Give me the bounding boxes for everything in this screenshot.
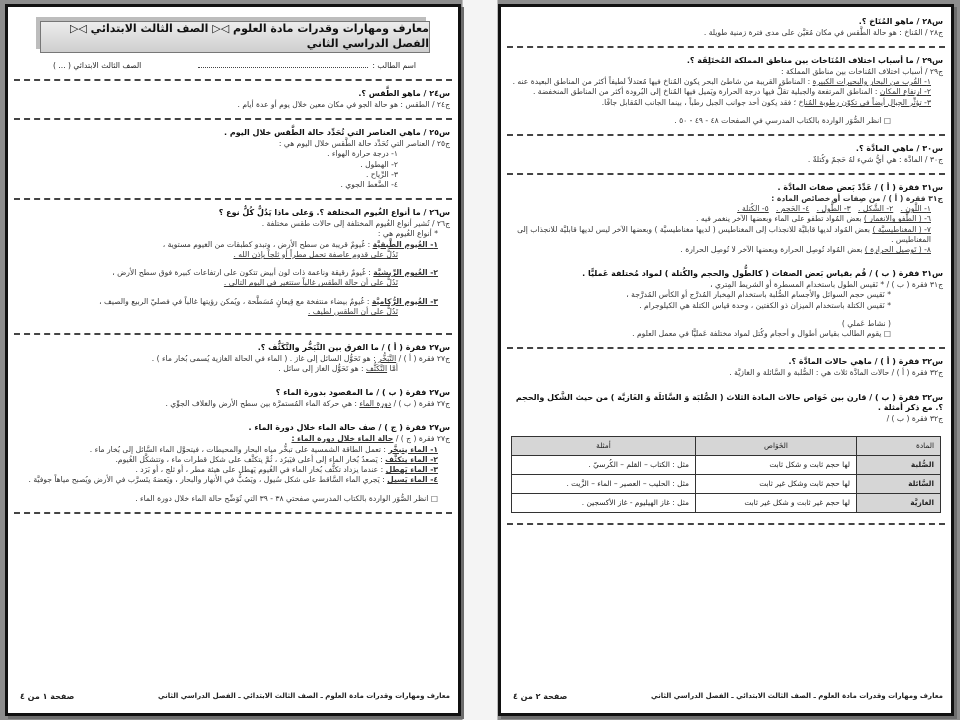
properties-cell: لها حجم غير ثابت و شكل غير ثابت <box>695 494 856 513</box>
question-text: س٣٠ / ماهي المادَّة ؟. <box>855 144 943 154</box>
question-text: س٢٧ فقرة ( ب ) / ما المقصود بدورة الماء ؟ <box>275 388 450 398</box>
question-31b <box>501 269 951 339</box>
activity-note: □ يقوم الطالب بقياس أطوال و أحجام وكُتل لمواد مختلفة عَمليًّا في معمل العلوم . <box>509 329 943 339</box>
question-text: س٢٦ / ما أنواع الغُيوم المختلفة ؟. وَعلى ماذا يَدُلُّ كُلُّ نوع ؟ <box>218 208 450 218</box>
climate-reason: ٢- ارتفاع المكان : المناطق المرتفعة والجبلية تقلُّ فيها درجة الحرارة ويَميل فيها المُناخ إلى البُرودة أكثر من المناطق المنخفضة . <box>532 87 931 97</box>
question-27c <box>8 423 458 503</box>
worksheet-banner <box>40 21 430 53</box>
textbook-note: □ انظر الصُّوَر الواردة بالكتاب المدرسي في الصفحات ٤٨ - ٤٩ - ٥٠ . <box>509 116 943 126</box>
answer-text: ج٢٧ فقرة ( ج ) / حالة الماء خلال دورة الماء : <box>291 434 450 444</box>
answer-text: ج٢٩ / أسباب اختلاف المُناخات بين مناطق المملكة : <box>780 66 943 76</box>
examples-cell: مثل : الكتاب – القلم – الكُرسيّ . <box>512 456 696 475</box>
table-header-row <box>512 437 941 456</box>
table-row <box>512 456 941 475</box>
answer-item: * نَقيس حجم السوائل والأجسام الصُّلبة باستخدام المِخبار المُدرَّج أو الكأس المُدرَّجة ، <box>626 290 891 300</box>
water-state-item: ٤- الماء يَسيل : يَجري الماء السَّاقط على شكل سُيول ، ويَصُبُّ في الأنهار والبحار ، ويَعضهُ يتَسرَّب في الأرض ويُصبح مياهاً جوفيَّة . <box>28 475 438 485</box>
cloud-type-cirrus: ٢- الغُيوم الرِّيشيَّة : غُيومٌ رقيقة وناعمة ذات لون أبيض تتكون على ارتفاعات كبيرة فوق سطح الأرض ، <box>112 268 438 278</box>
state-cell: السَّائلة <box>857 475 941 494</box>
cloud-meaning: تَدُلُّ على أن حالة الطقس غالباً ستتغير في اليوم التالي . <box>223 278 398 288</box>
matter-property: ٧- ( المغناطيسيَّة ) بعض المُواد لديها قابليَّة للانجذاب إلى المغناطيس ( لديها مغناطيسيَّة ) وبعضها الآخر ليس لديها قابليَّة للانجذاب إلى المغناطيس . <box>517 224 931 244</box>
matter-property: ٨- ( تَوصيل الحرارة ) بعض المُواد تُوصِل الحرارة وبعضها الآخر لا تُوصِل الحرارة . <box>680 245 931 255</box>
student-info-row <box>8 53 458 71</box>
divider <box>507 523 945 525</box>
textbook-note: □ انظر الصُّوَر الواردة بالكتاب المدرسي صفحتي ٣٨ - ٣٩ التي تُوَضِّح حالة الماء خلال دورة الماء . <box>16 494 450 504</box>
question-text: س٣١ فقرة ( ب ) / قُم بقياس بَعض الصفات ( كالطُّول والحجم والكُتلة ) لمواد مُختلفة عَمليًّا . <box>582 269 943 279</box>
water-state-item: ٣- الماء يَهطل : عندما يزداد تكثُّف بُخار الماء في الغُيوم يَهطل على هيئة مطر ، أو ثلج ، أو بَرَد . <box>135 465 438 475</box>
answer-text: ج٢٥ / العناصر التي تُحَدِّد حالة الطَّقس خلال اليوم هي : <box>278 139 450 149</box>
table-row <box>512 475 941 494</box>
column-header: الخَوَاص <box>695 437 856 456</box>
divider <box>14 118 452 120</box>
column-header: أمثلة <box>512 437 696 456</box>
properties-cell: لها حجم ثابت وشكل غير ثابت <box>695 475 856 494</box>
question-text: س٢٩ / ما أسباب اختلاف المُنَاخات بين مناطق المملكة المُختَلِفَة ؟. <box>686 56 943 66</box>
answer-item: ٢- الهطول . <box>360 159 398 169</box>
cloud-meaning: تَدُلُّ على أن الطقس لطيف . <box>307 306 398 316</box>
banner-title: معارف ومهارات وقدرات مادة العلوم ◁▷ الصف الثالث الابتدائي ◁▷ الفصل الدراسي الثاني <box>69 22 429 50</box>
matter-property: ٦- ( الطَّفو والانغمار ) بعض المُواد تطفو على الماء وبعضها الآخر ينغمر فيه . <box>696 214 931 224</box>
answer-text: ج٣٢ فقرة ( أ ) / حالات المادَّة ثلاث هي : الصُّلبة و السَّائلة و الغازيَّة . <box>729 368 943 378</box>
answer-text: ج٢٧ فقرة ( أ ) / التَّبَخُّر : هو تَحَوُّل السائل إلى غاز . ( الماء في الحالة الغازية يُسمى بُخار ماء ) . <box>151 353 450 363</box>
cloud-type-cumulus: ٣- الغُيوم الرُّكاميَّة : غُيومٌ بيضاء منتفخة مع قِيعانٍ مُسَطَّحة ، ويُمكن رؤيتها غالباً في فصليّ الربيع والصيف ، <box>99 296 438 306</box>
question-text: س٣٢ فقرة ( ب ) / قارن بين خَوَاص حالات المادة الثلاث ( الصُّلبَة وَ السَّائلَة وَ الغَازيَّة ) من حيث الشَّكل والحجم ؟. مع ذكر أمثلة . <box>515 392 943 413</box>
divider <box>507 134 945 136</box>
divider <box>14 512 452 514</box>
examples-cell: مثل : غاز الهيليوم - غاز الأكسجين . <box>512 494 696 513</box>
answer-text: ج٣١ فقرة ( ب ) / * نَقيس الطول باستخدام المسطرة أو الشريط المِتري ، <box>710 280 943 290</box>
page-gutter <box>462 0 498 720</box>
cloud-type-stratus: ١- الغُيوم الطَّبقيَّة : غُيومٌ قريبة من سطح الأرض ، وتبدو كطبقات من الغيوم مستوية ، <box>162 239 438 249</box>
properties-cell: لها حجم ثابت و شكل ثابت <box>695 456 856 475</box>
divider <box>507 347 945 349</box>
answer-text: ج٢٤ / الطقس : هو حالة الجو في مكان معين خلال يوم أو عدة أيام . <box>237 100 450 110</box>
activity-label: ( نشاط عَملي ) <box>841 318 891 328</box>
question-31a <box>501 183 951 255</box>
student-name-label: اسم الطالب : <box>198 61 416 71</box>
question-text: س٢٤ / ماهو الطَّقس ؟. <box>358 89 450 99</box>
state-cell: الغازيَّة <box>857 494 941 513</box>
question-text: س٣١ فقرة ( أ ) / عَدِّدْ بَعض صفات المادَّة . <box>777 183 943 193</box>
answer-text: أمَّا التَّكَثُّف : هو تَحَوُّل الغاز إلى سائل . <box>278 364 398 374</box>
water-state-item: ٢- الماء يتكثَّف : يَصعدُ بُخار الماء إلى أعلى فيَبرُد ، ثُمَّ يتكثَّف على شكل قطرات ماء ، وتتشكَّل الغُيوم. <box>115 454 438 464</box>
examples-cell: مثل : الحليب – العصير – الماء – الزَّيت . <box>512 475 696 494</box>
question-32a <box>501 357 951 378</box>
answer-text: ج٢٨ / المُناخ : هو حالة الطَّقس في مكان مُعَيَّن على مدى فترة زمنية طويلة . <box>703 27 943 37</box>
divider <box>507 173 945 175</box>
answer-text: ج٣١ فقرة ( أ ) / من صِفات أو خصائص المادة : <box>771 193 943 203</box>
page-footer <box>20 692 450 703</box>
answer-text: ج٣٢ فقرة ( ب ) / <box>886 414 943 424</box>
table-row <box>512 494 941 513</box>
footer-text: معارف ومهارات وقدرات مادة العلوم ـ الصف الثالث الابتدائي ـ الفصل الدراسي الثاني <box>158 692 450 701</box>
question-text: س٢٧ فقرة ( أ ) / ما الفرق بين التَّبَخُّر والتَّكَثُّف ؟. <box>257 343 450 353</box>
question-27b <box>8 388 458 409</box>
question-26 <box>8 208 458 317</box>
worksheet-page-1 <box>5 4 461 716</box>
answer-text: ج٢٧ فقرة ( ب ) / دورة الماء : هي حركة الماء المُستمرَّة بين سطح الأرض والغلاف الجوِّي . <box>165 399 450 409</box>
cloud-meaning: تَدُلُّ على قدوم عاصفة تحمل مطراً أو ثلجاً بإذن الله . <box>233 249 398 259</box>
answer-item: ٣- الرِّياح . <box>365 169 398 179</box>
column-header: المادة <box>857 437 941 456</box>
question-32b <box>501 393 951 425</box>
water-state-item: ١- الماء يتبخَّر : تعمل الطاقة الشمسية على تبخُّر مياه البحار والمحيطات ، فيتحوَّل الماء السَّائل إلى بُخار ماء . <box>89 444 438 454</box>
divider <box>507 46 945 48</box>
state-cell: الصُّلبة <box>857 456 941 475</box>
page-number: صفحة ١ من ٤ <box>20 692 75 702</box>
question-text: س٢٧ فقرة ( ج ) / صف حالة الماء خلال دورة الماء . <box>248 423 450 433</box>
matter-properties-basic: ١- اللَّون . ٢- الشَّكل . ٣- الطُّول . ٤- الحَجم . ٥- الكُتلة . <box>737 204 931 214</box>
footer-text: معارف ومهارات وقدرات مادة العلوم ـ الصف الثالث الابتدائي ـ الفصل الدراسي الثاني <box>651 692 943 701</box>
question-28 <box>501 17 951 38</box>
divider <box>14 198 452 200</box>
question-text: س٣٢ فقرة ( أ ) / ماهي حالات المادَّة ؟. <box>788 357 943 367</box>
page-footer <box>513 692 943 703</box>
question-27a <box>8 343 458 374</box>
divider <box>14 333 452 335</box>
question-text: س٢٨ / ماهو المُنَاخ ؟. <box>858 17 943 26</box>
climate-reason: ١- القُرب من البحار والبحيرات الكبيرة : المناطق القريبة من شاطئ البحر يكون المُناخ فيها مُعتدلاً لطيفاً أكثر من المناطق البعيدة عنه . <box>512 77 931 87</box>
answer-item: ٤- الضَّغط الجوي . <box>340 180 398 190</box>
worksheet-page-2 <box>498 4 954 716</box>
question-30 <box>501 144 951 165</box>
climate-reason: ٣- تؤثِّر الجبال أيضاً في تكوّن رطوبة المُناخ ؛ فقد يكون أحد جوانب الجبل رطباً ، بينما الجانب المُقابل جافًا. <box>601 97 931 107</box>
states-of-matter-table <box>511 436 941 513</box>
question-24 <box>8 89 458 110</box>
divider <box>14 79 452 81</box>
answer-item: ١- درجة حرارة الهواء . <box>327 149 398 159</box>
answer-item: * نَقيس الكتلة باستخدام الميزان ذو الكفتين ، وحدة قياس الكتلة هي الكيلوجرام . <box>639 300 891 310</box>
answer-intro: * أنواع الغُيوم هي : <box>377 229 438 239</box>
student-class-label: الصف الثالث الابتدائي ( ... ) <box>53 61 142 70</box>
question-29 <box>501 56 951 126</box>
question-text: س٢٥ / ماهي العناصر التي تُحَدِّد حالة الطَّقس خلال اليوم . <box>224 128 450 138</box>
answer-text: ج٣٠ / المادَّة : هي أيُّ شيء لهُ حَجمٌ وكُتلةٌ . <box>807 154 943 164</box>
name-blank <box>198 67 368 68</box>
question-25 <box>8 128 458 190</box>
page-number: صفحة ٢ من ٤ <box>513 692 568 702</box>
answer-text: ج٢٦ / تُشير أنواع الغُيوم المختلفة إلى حالات طقس مختلفة . <box>261 219 450 229</box>
